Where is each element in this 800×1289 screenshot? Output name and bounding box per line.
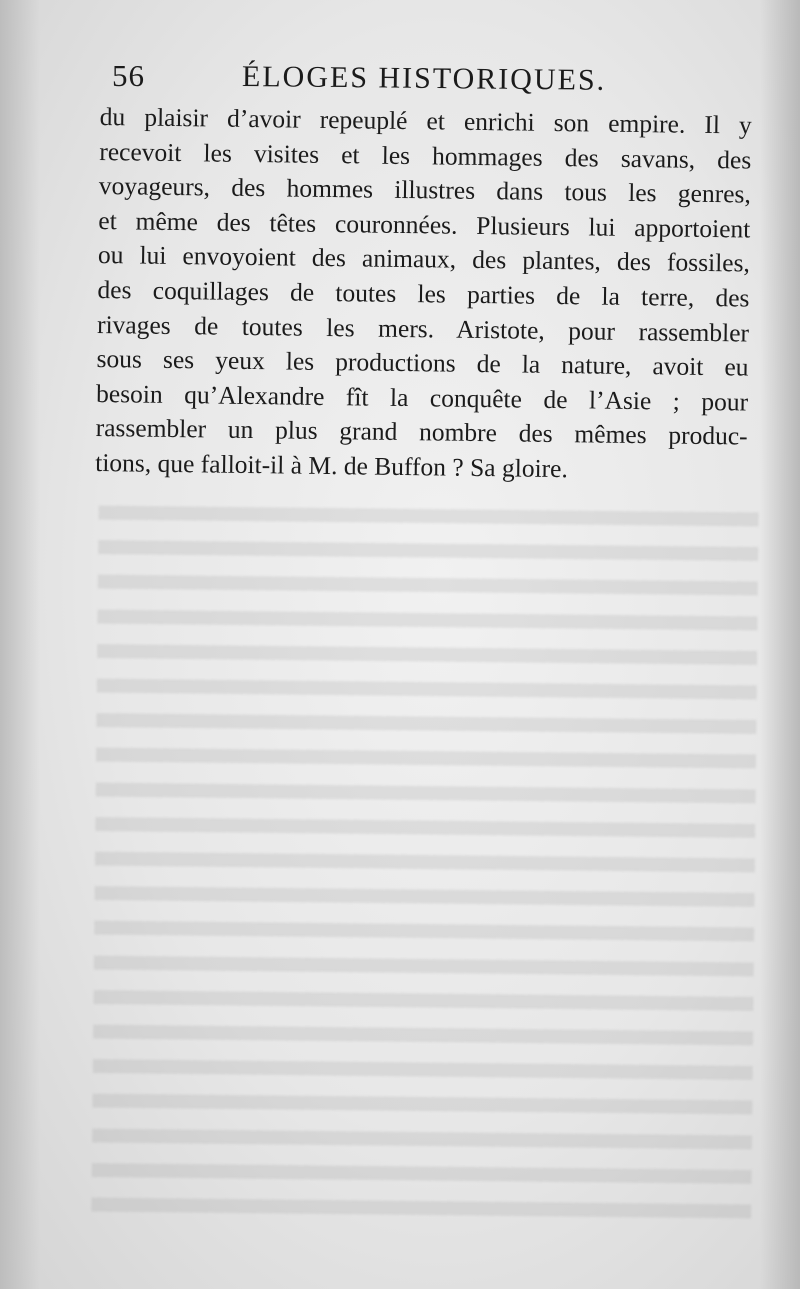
running-head (112, 56, 652, 100)
text-line: rivages de toutes les mers. Aristote, pour rassembler (96, 309, 750, 348)
text-line: ou lui envoyoient des animaux, des plantes, des fossiles, (97, 240, 751, 278)
body-text (95, 100, 760, 489)
running-title: ÉLOGES HISTORIQUES. (241, 60, 607, 97)
text-line: recevoit les visites et les hommages des savans, des (99, 136, 752, 175)
text-line: du plaisir d’avoir repeuplé et enrichi son empire. Il y (99, 101, 752, 140)
text-line-last: tions, que falloit-il à M. de Buffon ? Sa gloire. (95, 447, 569, 484)
text-line: et même des têtes couronnées. Plusieurs lui apportoient (98, 205, 751, 244)
page-number: 56 (112, 58, 145, 93)
page-left-shadow (0, 0, 40, 1289)
text-line: besoin qu’Alexandre fît la conquête de l’Asie ; pour (95, 378, 749, 417)
text-line: rassembler un plus grand nombre des mêmes produc- (95, 413, 748, 451)
bleed-through-texture (91, 492, 759, 1219)
page-right-shadow (760, 0, 800, 1289)
text-line: des coquillages de toutes les parties de la terre, des (97, 274, 750, 313)
text-line: voyageurs, des hommes illustres dans tous les genres, (98, 171, 752, 209)
text-line: sous ses yeux les productions de la nature, avoit eu (96, 344, 749, 382)
